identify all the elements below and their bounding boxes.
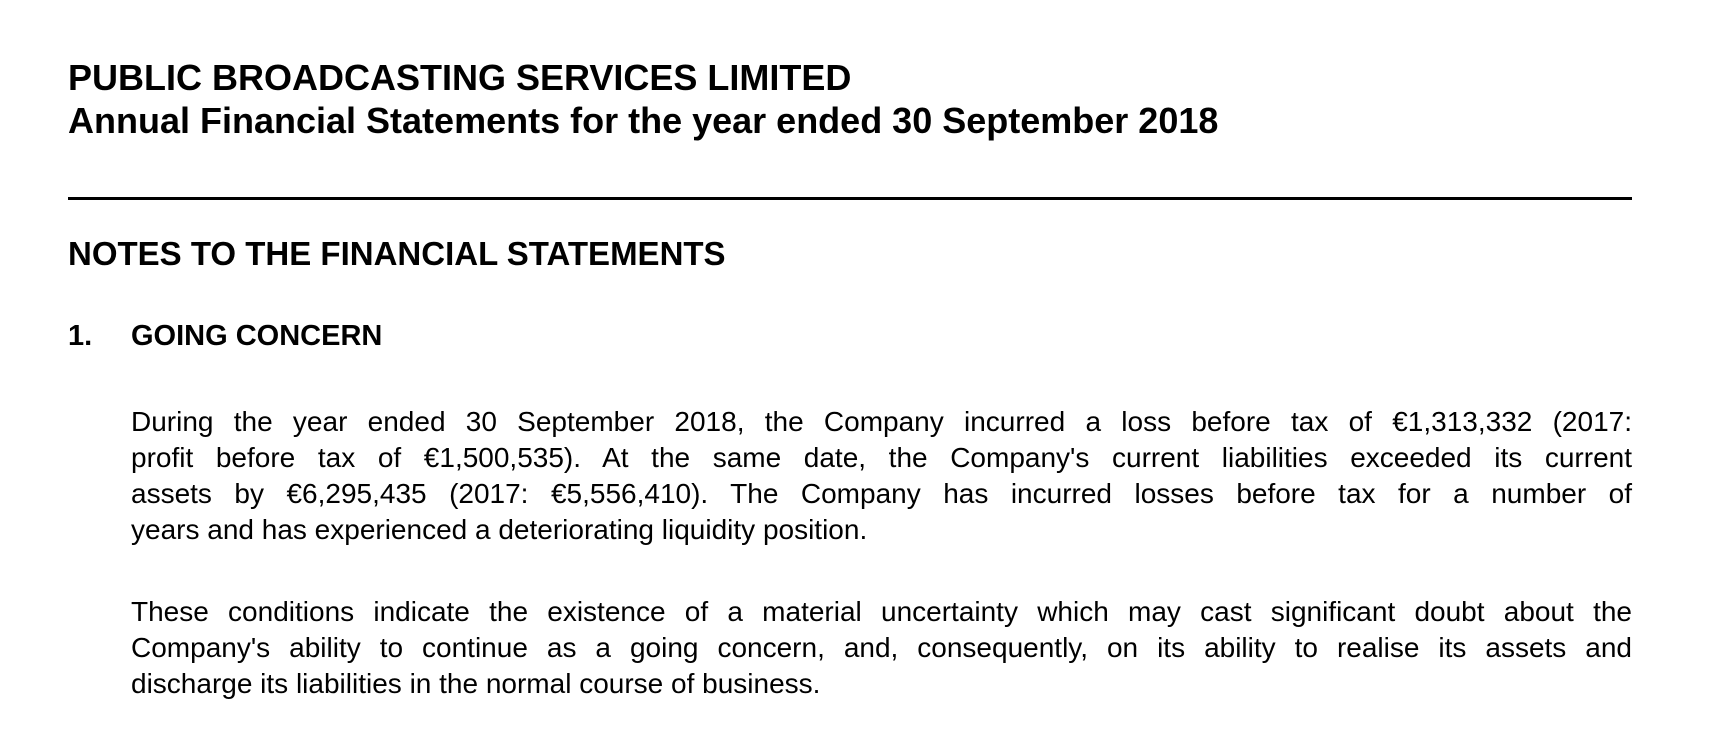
paragraph-line: Company's ability to continue as a going concern, and, consequently, on its ability to realise its assets and xyxy=(131,632,1632,663)
section-heading: NOTES TO THE FINANCIAL STATEMENTS xyxy=(68,235,726,272)
note-number: 1. xyxy=(68,320,93,352)
header-divider xyxy=(68,197,1632,200)
report-title: Annual Financial Statements for the year ended 30 September 2018 xyxy=(68,100,1219,141)
paragraph-line: profit before tax of €1,500,535). At the same date, the Company's current liabilities exceeded its current xyxy=(131,442,1632,473)
note-title: GOING CONCERN xyxy=(131,320,383,352)
paragraph-line: These conditions indicate the existence of a material uncertainty which may cast significant doubt about the xyxy=(131,596,1632,627)
paragraph-line: discharge its liabilities in the normal course of business. xyxy=(131,668,821,699)
paragraph-line: assets by €6,295,435 (2017: €5,556,410). The Company has incurred losses before tax for a number of xyxy=(131,478,1632,509)
paragraph-line: During the year ended 30 September 2018, the Company incurred a loss before tax of €1,313,332 (2017: xyxy=(131,406,1632,437)
note-paragraph-2 xyxy=(131,594,1632,702)
note-paragraph-1 xyxy=(131,404,1632,548)
paragraph-line: years and has experienced a deteriorating liquidity position. xyxy=(131,514,868,545)
company-name: PUBLIC BROADCASTING SERVICES LIMITED xyxy=(68,57,852,98)
